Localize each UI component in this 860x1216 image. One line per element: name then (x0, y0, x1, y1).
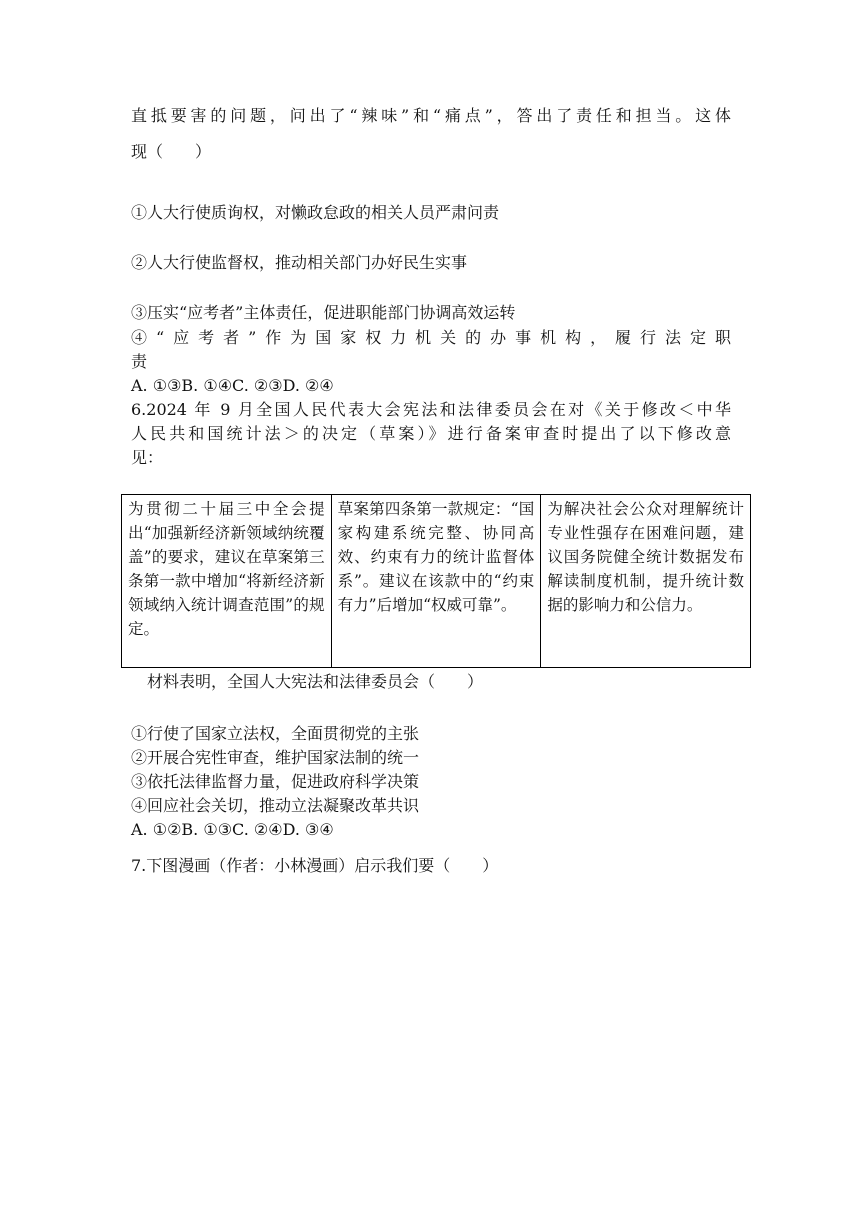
q5-option-3: ③压实“应考者”主体责任，促进职能部门协调高效运转 (131, 303, 516, 322)
q6-option-4: ④回应社会关切，推动立法凝聚改革共识 (131, 796, 420, 815)
q6-material-table (121, 494, 751, 668)
q6-stem-line2: 人民共和国统计法＞的决定（草案）》进行备案审查时提出了以下修改意 (131, 424, 731, 443)
q7-stem: 7.下图漫画（作者：小林漫画）启示我们要（ ） (131, 856, 499, 875)
q5-option-1: ①人大行使质询权，对懒政怠政的相关人员严肃问责 (131, 203, 500, 222)
q5-answer-choices: A. ①③B. ①④C. ②③D. ②④ (131, 376, 334, 395)
q6-option-3: ③依托法律监督力量，促进政府科学决策 (131, 772, 420, 791)
q5-stem-line2: 现（ ） (131, 142, 212, 161)
q5-option-4-cont: 责 (131, 352, 148, 371)
q6-prompt: 材料表明，全国人大宪法和法律委员会（ ） (147, 672, 484, 691)
q5-stem-line1: 直抵要害的问题，问出了“辣味”和“痛点”，答出了责任和担当。这体 (131, 106, 731, 125)
q5-option-2: ②人大行使监督权，推动相关部门办好民生实事 (131, 253, 468, 272)
q6-option-2: ②开展合宪性审查，维护国家法制的统一 (131, 748, 420, 767)
table-cell-3: 为解决社会公众对理解统计专业性强存在困难问题，建议国务院健全统计数据发布解读制度机制，提升统计数据的影响力和公信力。 (541, 495, 751, 668)
q6-option-1: ①行使了国家立法权，全面贯彻党的主张 (131, 724, 420, 743)
table-cell-2: 草案第四条第一款规定：“国家构建系统完整、协同高效、约束有力的统计监督体系”。建议在该款中的“约束有力”后增加“权威可靠”。 (331, 495, 541, 668)
table-row (122, 495, 751, 668)
q6-answer-choices: A. ①②B. ①③C. ②④D. ③④ (131, 820, 334, 839)
q6-stem-line3: 见： (131, 448, 164, 467)
q5-option-4: ④“应考者”作为国家权力机关的办事机构，履行法定职 (131, 328, 731, 347)
q6-stem-line1: 6.2024 年 9 月全国人民代表大会宪法和法律委员会在对《关于修改＜中华 (131, 400, 731, 419)
table-cell-1: 为贯彻二十届三中全会提出“加强新经济新领域纳统覆盖”的要求，建议在草案第三条第一款中增加“将新经济新领域纳入统计调查范围”的规定。 (122, 495, 332, 668)
